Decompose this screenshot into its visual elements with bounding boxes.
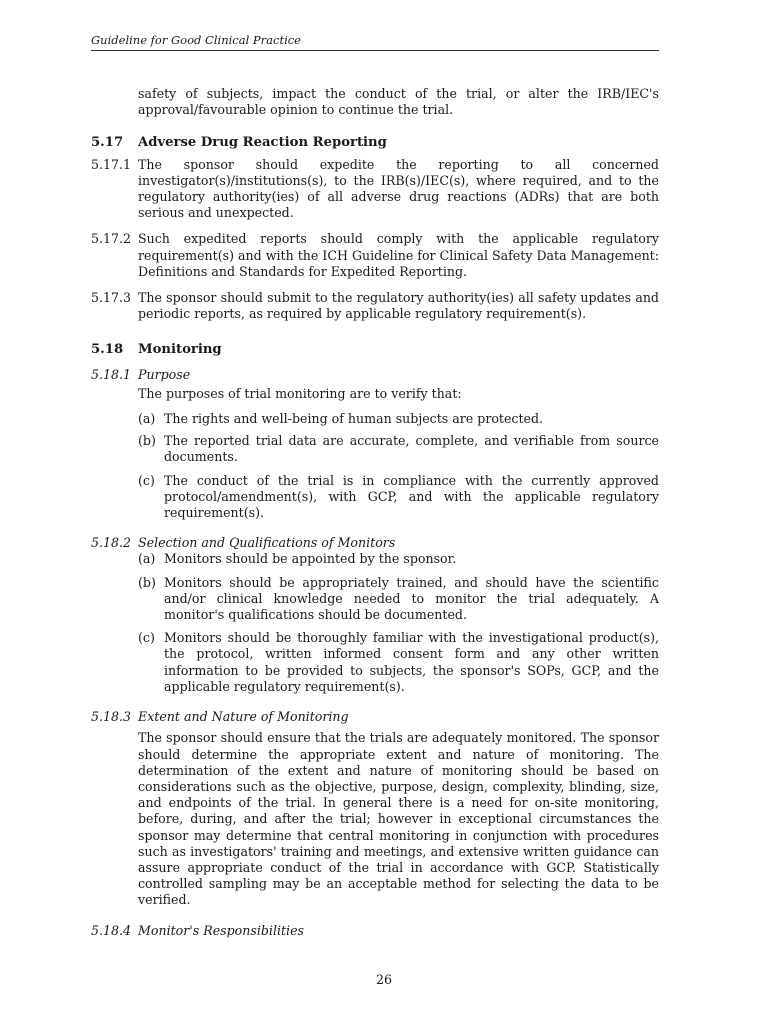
list-text: Monitors should be appointed by the sponsor. [164, 551, 457, 567]
subsection-number: 5.18.4 [91, 922, 132, 938]
clause-text: The sponsor should submit to the regulatory authority(ies) all safety updates and periodic reports, as required by applicable regulatory requirement(s). [138, 290, 659, 322]
list-item [138, 433, 659, 465]
subsection-title: Extent and Nature of Monitoring [138, 709, 349, 725]
clause-text: Such expedited reports should comply with the applicable regulatory requirement(s) and with the ICH Guideline for Clinical Safety Data Management: Definitions and Standards for Expedited Reporting. [138, 231, 659, 279]
subsection-heading-5-18-1 [91, 367, 659, 383]
subsection-title: Selection and Qualifications of Monitors [138, 535, 396, 551]
section-number: 5.17 [91, 135, 124, 151]
clause-number: 5.17.2 [91, 231, 132, 247]
list-text: The conduct of the trial is in compliance with the currently approved protocol/amendment(s), with GCP, and with the applicable regulatory requirement(s). [164, 472, 659, 521]
clause-number: 5.17.3 [91, 290, 132, 306]
subsection-heading-5-18-3 [91, 709, 659, 725]
section-title: Adverse Drug Reaction Reporting [138, 135, 387, 151]
running-header [91, 33, 659, 51]
list-label: (c) [138, 472, 155, 488]
clause-5-17-3 [91, 290, 659, 322]
subsection-number: 5.18.3 [91, 709, 132, 725]
list-label: (a) [138, 411, 156, 427]
list-text: Monitors should be thoroughly familiar with the investigational product(s), the protocol, written informed consent form and any other written information to be provided to subjects, the sponsor's SOPs, GCP, and the applicable regulatory requirement(s). [164, 630, 659, 694]
list-label: (b) [138, 574, 156, 590]
list-item [138, 630, 659, 695]
list-label: (b) [138, 433, 156, 449]
subsection-heading-5-18-2 [91, 535, 659, 551]
subsection-heading-5-18-4 [91, 923, 659, 939]
list-item [138, 411, 659, 427]
section-heading-5-18 [91, 342, 659, 358]
list-item [138, 473, 659, 522]
clause-text: The sponsor should expedite the reporting to all concerned investigator(s)/institutions(s), to the IRB(s)/IEC(s), where required, and to the regulatory authority(ies) of all adverse drug reactions (ADRs) that are both serious and unexpected. [138, 156, 659, 221]
subsection-number: 5.18.2 [91, 535, 132, 551]
clause-number: 5.17.1 [91, 156, 132, 172]
list-text: The reported trial data are accurate, complete, and verifiable from source documents. [164, 433, 659, 465]
list-item [138, 551, 659, 567]
section-number: 5.18 [91, 342, 124, 358]
list-text: Monitors should be appropriately trained, and should have the scientific and/or clinical knowledge needed to monitor the trial adequately. A monitor's qualifications should be documented. [164, 574, 659, 623]
page-number: 26 [375, 972, 393, 987]
list-label: (a) [138, 551, 156, 567]
subsection-title: Purpose [138, 366, 191, 382]
list-item [138, 575, 659, 624]
list-text: The rights and well-being of human subjects are protected. [164, 411, 544, 427]
list-label: (c) [138, 630, 155, 646]
section-heading-5-17 [91, 135, 659, 151]
continuation-paragraph: safety of subjects, impact the conduct of the trial, or alter the IRB/IEC's approval/favourable opinion to continue the trial. [138, 86, 659, 118]
clause-5-17-1 [91, 157, 659, 222]
header-title: Guideline for Good Clinical Practice [91, 33, 301, 47]
clause-5-17-2 [91, 231, 659, 280]
section-title: Monitoring [138, 342, 222, 358]
subsection-number: 5.18.1 [91, 366, 132, 382]
purpose-intro: The purposes of trial monitoring are to verify that: [138, 385, 462, 401]
page-body [91, 86, 659, 939]
subsection-title: Monitor's Responsibilities [138, 922, 305, 938]
monitoring-extent-paragraph: The sponsor should ensure that the trials are adequately monitored. The sponsor should determine the appropriate extent and nature of monitoring. The determination of the extent and nature of monitoring should be based on considerations such as the objective, purpose, design, complexity, blinding, size, and endpoints of the trial. In general there is a need for on-site monitoring, before, during, and after the trial; however in exceptional circumstances the sponsor may determine that central monitoring in conjunction with procedures such as investigators' training and meetings, and extensive written guidance can assure appropriate conduct of the trial in accordance with GCP. Statistically controlled sampling may be an acceptable method for selecting the data to be verified. [138, 730, 659, 908]
